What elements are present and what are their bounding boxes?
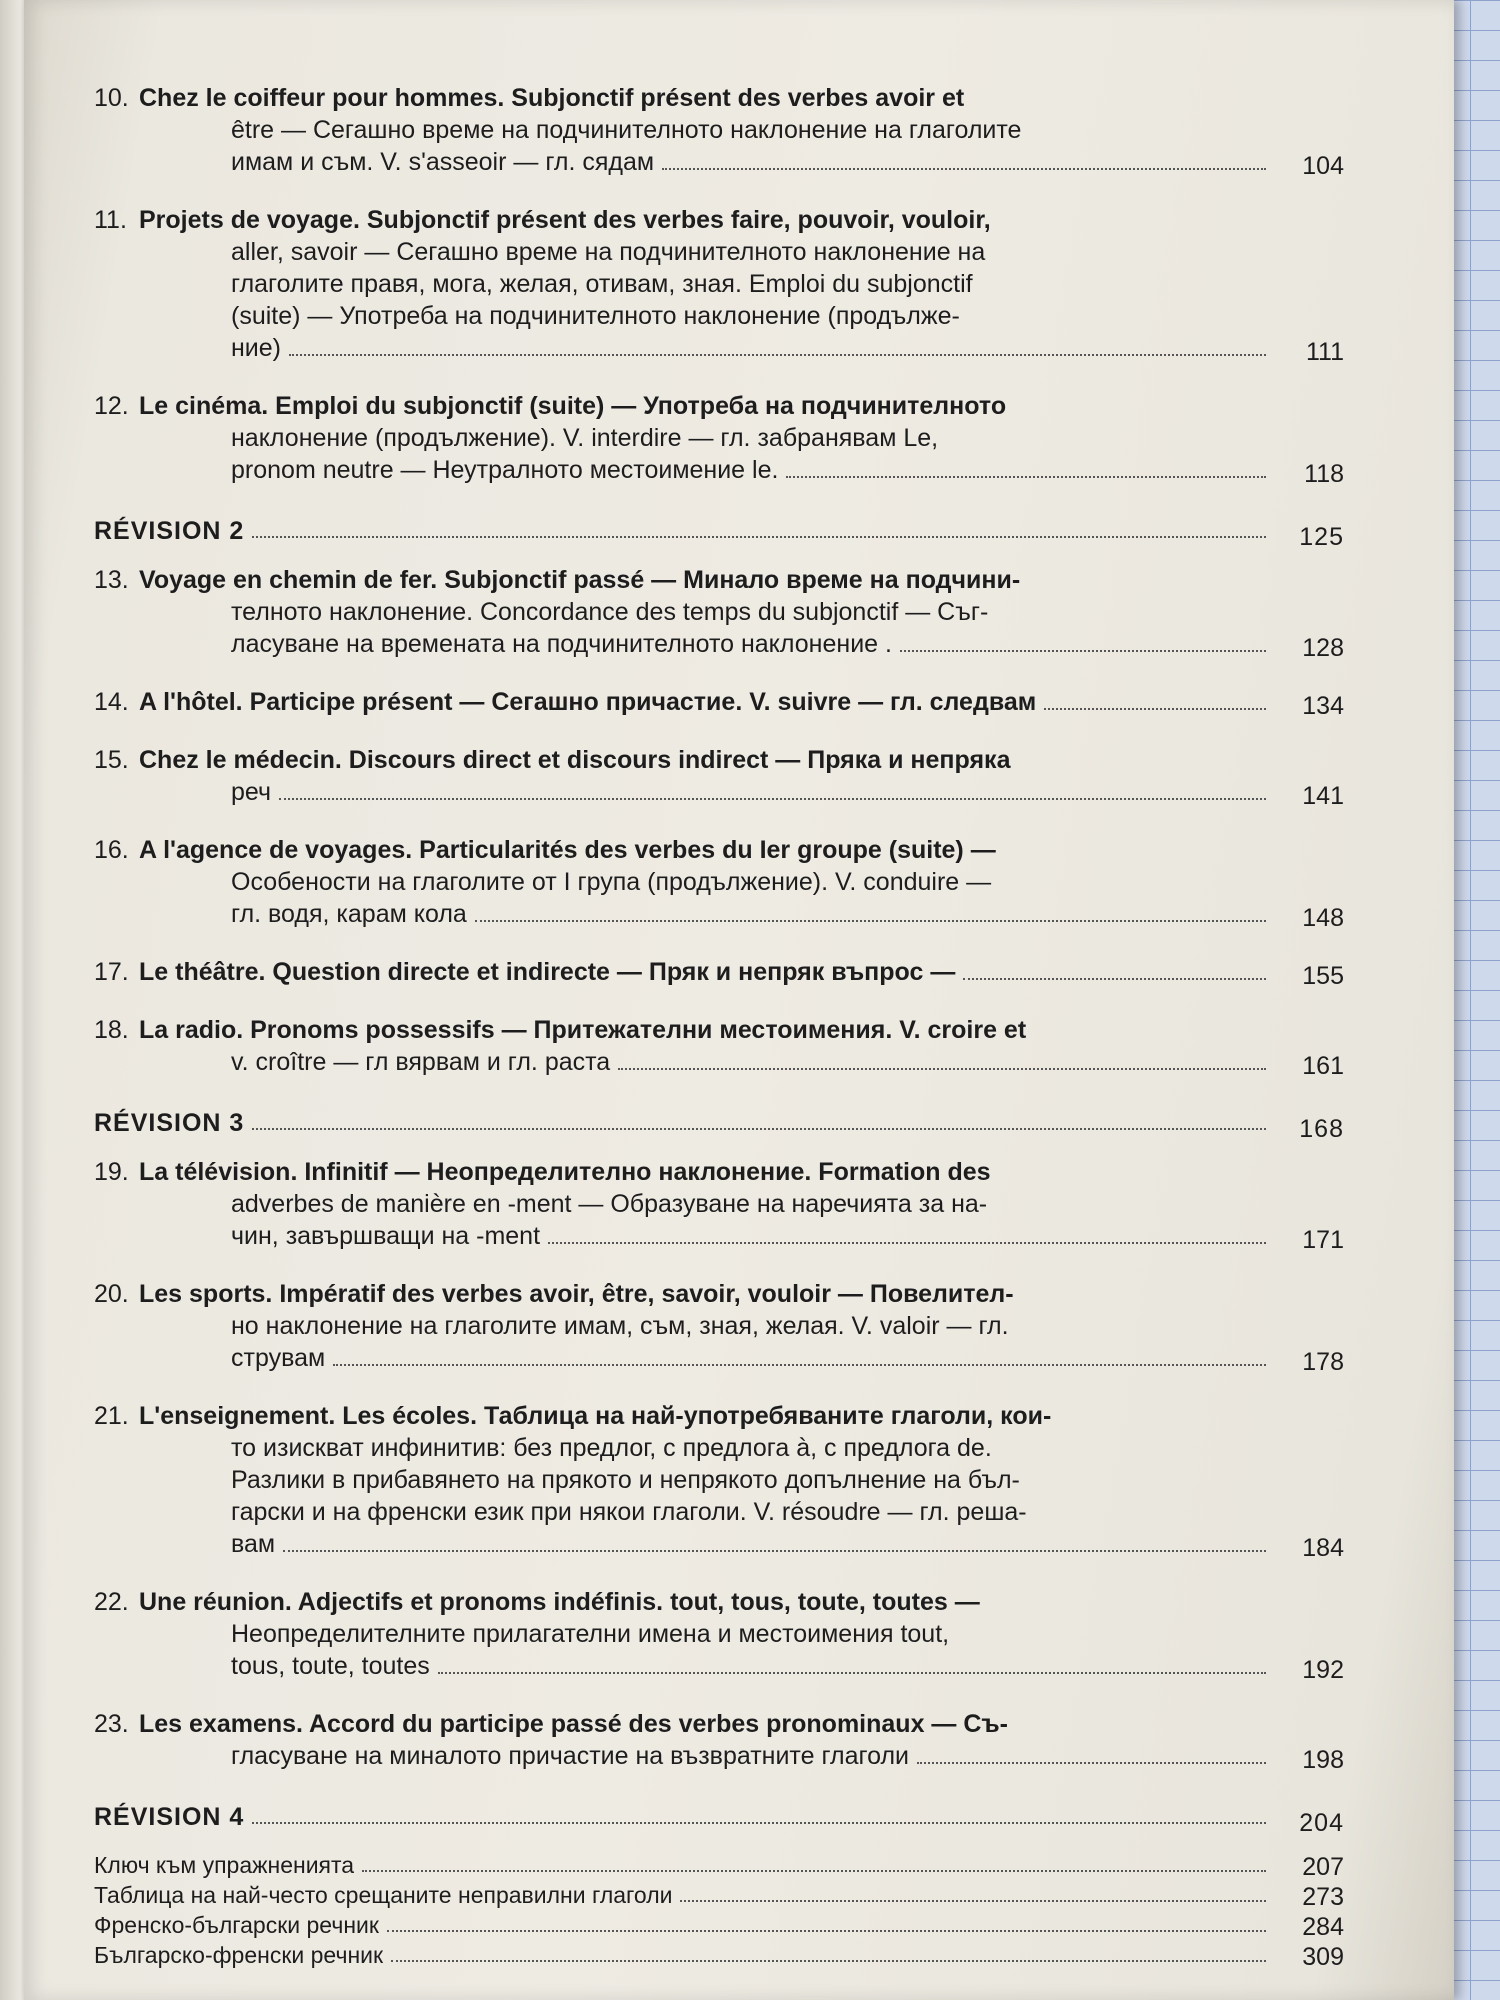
entry-last-line bbox=[139, 332, 1274, 364]
revision-label: RÉVISION 3 bbox=[94, 1109, 245, 1137]
entry-body bbox=[139, 1400, 1274, 1560]
entry-number: 15. bbox=[94, 746, 129, 774]
entry-number: 11. bbox=[94, 206, 127, 234]
page-number: 111 bbox=[1305, 338, 1344, 366]
page-number: 309 bbox=[1302, 1943, 1344, 1971]
appendix-item bbox=[94, 1940, 1344, 1970]
page-number: 141 bbox=[1302, 782, 1344, 810]
page-number: 171 bbox=[1302, 1226, 1344, 1254]
entry-last-line bbox=[139, 146, 1274, 178]
page-number: 128 bbox=[1302, 634, 1344, 662]
table-of-contents bbox=[94, 82, 1344, 1970]
entry-number: 23. bbox=[94, 1710, 129, 1738]
entry-last-line bbox=[139, 898, 1274, 930]
entry-title: Voyage en chemin de fer. Subjonctif passé — Минало време на подчини- bbox=[139, 566, 1021, 594]
entry-number: 16. bbox=[94, 836, 129, 864]
toc-entry bbox=[94, 82, 1344, 178]
leader-dots bbox=[438, 1672, 1266, 1674]
entry-title: A l'hôtel. Participe présent — Сегашно причастие. V. suivre — гл. следвам bbox=[139, 688, 1037, 716]
entry-number: 19. bbox=[94, 1158, 129, 1186]
entry-line: гарски и на френски език при някои глаголи. V. résoudre — гл. реша- bbox=[231, 1498, 1027, 1526]
toc-entry bbox=[94, 1014, 1344, 1078]
toc-entry bbox=[94, 1156, 1344, 1252]
entry-line: струвам bbox=[231, 1344, 326, 1372]
entry-body bbox=[139, 1586, 1274, 1682]
entry-last-line bbox=[139, 1740, 1274, 1772]
entry-title: Les examens. Accord du participe passé des verbes pronominaux — Съ- bbox=[139, 1710, 1008, 1738]
entry-line: чин, завършващи на -ment bbox=[231, 1222, 541, 1250]
entry-last-line bbox=[139, 454, 1274, 486]
entry-line: глаголите правя, мога, желая, отивам, зная. Emploi du subjonctif bbox=[231, 270, 973, 298]
page-number: 118 bbox=[1304, 460, 1344, 488]
entry-body bbox=[139, 204, 1274, 364]
entry-title: La télévision. Infinitif — Неопределително наклонение. Formation des bbox=[139, 1158, 991, 1186]
page-number: 104 bbox=[1302, 152, 1344, 180]
entry-line: гл. водя, карам кола bbox=[231, 900, 467, 928]
appendix-label: Българско-френски речник bbox=[94, 1942, 384, 1968]
entry-body bbox=[139, 686, 1274, 718]
entry-last-line bbox=[139, 1650, 1274, 1682]
entry-line: телното наклонение. Concordance des temps du subjonctif — Съг- bbox=[231, 598, 989, 626]
leader-dots bbox=[680, 1900, 1266, 1902]
entry-last-line bbox=[139, 956, 1274, 988]
leader-dots bbox=[917, 1762, 1266, 1764]
page-number: 155 bbox=[1302, 962, 1344, 990]
page-number: 273 bbox=[1302, 1883, 1344, 1911]
entry-last-line bbox=[139, 628, 1274, 660]
leader-dots bbox=[1044, 708, 1266, 710]
revision-label: RÉVISION 2 bbox=[94, 517, 245, 545]
revision-heading bbox=[94, 1798, 1344, 1837]
leader-dots bbox=[279, 798, 1266, 800]
leader-dots bbox=[618, 1068, 1266, 1070]
book-page bbox=[24, 0, 1454, 2000]
page-number: 184 bbox=[1302, 1534, 1344, 1562]
toc-entry bbox=[94, 1708, 1344, 1772]
entry-last-line bbox=[139, 1528, 1274, 1560]
entry-line: имам и съм. V. s'asseoir — гл. сядам bbox=[231, 148, 655, 176]
entry-last-line bbox=[139, 1220, 1274, 1252]
leader-dots bbox=[387, 1930, 1266, 1932]
entry-last-line bbox=[139, 686, 1274, 718]
entry-number: 12. bbox=[94, 392, 129, 420]
appendix-label: Ключ към упражненията bbox=[94, 1852, 355, 1878]
appendix-label: Таблица на най-често срещаните неправилни глаголи bbox=[94, 1882, 673, 1908]
entry-number: 13. bbox=[94, 566, 129, 594]
entry-body bbox=[139, 956, 1274, 988]
page-number: 125 bbox=[1299, 523, 1344, 551]
entry-number: 17. bbox=[94, 958, 129, 986]
entry-line: то изискват инфинитив: без предлог, с предлога à, с предлога de. bbox=[231, 1434, 992, 1462]
leader-dots bbox=[963, 978, 1266, 980]
page-number: 284 bbox=[1302, 1913, 1344, 1941]
page-number: 204 bbox=[1299, 1809, 1344, 1837]
entry-line: вам bbox=[231, 1530, 276, 1558]
entry-line: tous, toute, toutes bbox=[231, 1652, 430, 1680]
entry-line: реч bbox=[231, 778, 272, 806]
toc-entry bbox=[94, 834, 1344, 930]
entry-line: ласуване на времената на подчинителното наклонение . bbox=[231, 630, 892, 658]
leader-dots bbox=[900, 650, 1266, 652]
revision-label: RÉVISION 4 bbox=[94, 1803, 245, 1831]
page-number: 161 bbox=[1302, 1052, 1344, 1080]
toc-entry bbox=[94, 744, 1344, 808]
page-number: 148 bbox=[1302, 904, 1344, 932]
entry-body bbox=[139, 390, 1274, 486]
entry-body bbox=[139, 834, 1274, 930]
entry-line: pronom neutre — Неутралното местоимение le. bbox=[231, 456, 779, 484]
entry-number: 10. bbox=[94, 84, 129, 112]
page-number: 198 bbox=[1302, 1746, 1344, 1774]
entry-title: Le cinéma. Emploi du subjonctif (suite) — Употреба на подчинителното bbox=[139, 392, 1007, 420]
entry-body bbox=[139, 82, 1274, 178]
entry-body bbox=[139, 1278, 1274, 1374]
appendix-label: Френско-български речник bbox=[94, 1912, 379, 1938]
toc-entry bbox=[94, 204, 1344, 364]
toc-entry bbox=[94, 686, 1344, 718]
leader-dots bbox=[662, 168, 1266, 170]
entry-body bbox=[139, 1156, 1274, 1252]
toc-entry bbox=[94, 564, 1344, 660]
leader-dots bbox=[548, 1242, 1266, 1244]
entry-title: Le théâtre. Question directe et indirecte — Пряк и непряк въпрос — bbox=[139, 958, 956, 986]
entry-line: v. croître — гл вярвам и гл. раста bbox=[231, 1048, 611, 1076]
entry-line: Неопределителните прилагателни имена и местоимения tout, bbox=[231, 1620, 950, 1648]
leader-dots bbox=[475, 920, 1266, 922]
entry-line: être — Сегашно време на подчинителното наклонение на глаголите bbox=[231, 116, 1022, 144]
toc-entry bbox=[94, 1586, 1344, 1682]
leader-dots bbox=[283, 1550, 1266, 1552]
entry-last-line bbox=[139, 776, 1274, 808]
entry-line: Разлики в прибавянето на прякото и непрякото допълнение на бъл- bbox=[231, 1466, 1020, 1494]
page-number: 134 bbox=[1302, 692, 1344, 720]
leader-dots bbox=[289, 354, 1266, 356]
entry-line: ние) bbox=[231, 334, 281, 362]
entry-title: L'enseignement. Les écoles. Таблица на най-употребяваните глаголи, кои- bbox=[139, 1402, 1052, 1430]
entry-last-line bbox=[139, 1046, 1274, 1078]
page-number: 192 bbox=[1302, 1656, 1344, 1684]
revision-heading bbox=[94, 512, 1344, 551]
leader-dots bbox=[391, 1960, 1266, 1962]
entry-line: Особености на глаголите от I група (продължение). V. conduire — bbox=[231, 868, 992, 896]
leader-dots bbox=[252, 1128, 1266, 1130]
page-number: 178 bbox=[1302, 1348, 1344, 1376]
leader-dots bbox=[252, 536, 1266, 538]
toc-entry bbox=[94, 390, 1344, 486]
entry-title: Les sports. Impératif des verbes avoir, être, savoir, vouloir — Повелител- bbox=[139, 1280, 1014, 1308]
entry-title: Projets de voyage. Subjonctif présent des verbes faire, pouvoir, vouloir, bbox=[139, 206, 991, 234]
entry-title: Chez le médecin. Discours direct et discours indirect — Пряка и непряка bbox=[139, 746, 1011, 774]
entry-title: Chez le coiffeur pour hommes. Subjonctif présent des verbes avoir et bbox=[139, 84, 965, 112]
revision-heading bbox=[94, 1104, 1344, 1143]
entry-body bbox=[139, 564, 1274, 660]
entry-title: La radio. Pronoms possessifs — Притежателни местоимения. V. croire et bbox=[139, 1016, 1027, 1044]
leader-dots bbox=[362, 1870, 1266, 1872]
page-number: 207 bbox=[1302, 1853, 1344, 1881]
entry-line: aller, savoir — Сегашно време на подчинителното наклонение на bbox=[231, 238, 986, 266]
entry-title: Une réunion. Adjectifs et pronoms indéfinis. tout, tous, toute, toutes — bbox=[139, 1588, 980, 1616]
appendix-item bbox=[94, 1910, 1344, 1940]
toc-entry bbox=[94, 1400, 1344, 1560]
leader-dots bbox=[786, 476, 1266, 478]
entry-number: 14. bbox=[94, 688, 129, 716]
entry-line: но наклонение на глаголите имам, съм, зная, желая. V. valoir — гл. bbox=[231, 1312, 1009, 1340]
entry-line: гласуване на миналото причастие на възвратните глаголи bbox=[231, 1742, 909, 1770]
entry-last-line bbox=[139, 1342, 1274, 1374]
entry-title: A l'agence de voyages. Particularités des verbes du Ier groupe (suite) — bbox=[139, 836, 996, 864]
appendix-item bbox=[94, 1880, 1344, 1910]
toc-entry bbox=[94, 956, 1344, 988]
page-number: 168 bbox=[1299, 1115, 1344, 1143]
entry-body bbox=[139, 1014, 1274, 1078]
appendix-item bbox=[94, 1850, 1344, 1880]
entry-line: (suite) — Употреба на подчинителното наклонение (продълже- bbox=[231, 302, 960, 330]
entry-line: наклонение (продължение). V. interdire — гл. забранявам Le, bbox=[231, 424, 939, 452]
entry-line: adverbes de manière en -ment — Образуване на наречията за на- bbox=[231, 1190, 988, 1218]
entry-number: 18. bbox=[94, 1016, 129, 1044]
toc-entry bbox=[94, 1278, 1344, 1374]
leader-dots bbox=[252, 1822, 1266, 1824]
entry-number: 22. bbox=[94, 1588, 129, 1616]
entry-number: 20. bbox=[94, 1280, 129, 1308]
entry-body bbox=[139, 1708, 1274, 1772]
entry-number: 21. bbox=[94, 1402, 129, 1430]
entry-body bbox=[139, 744, 1274, 808]
leader-dots bbox=[333, 1364, 1266, 1366]
